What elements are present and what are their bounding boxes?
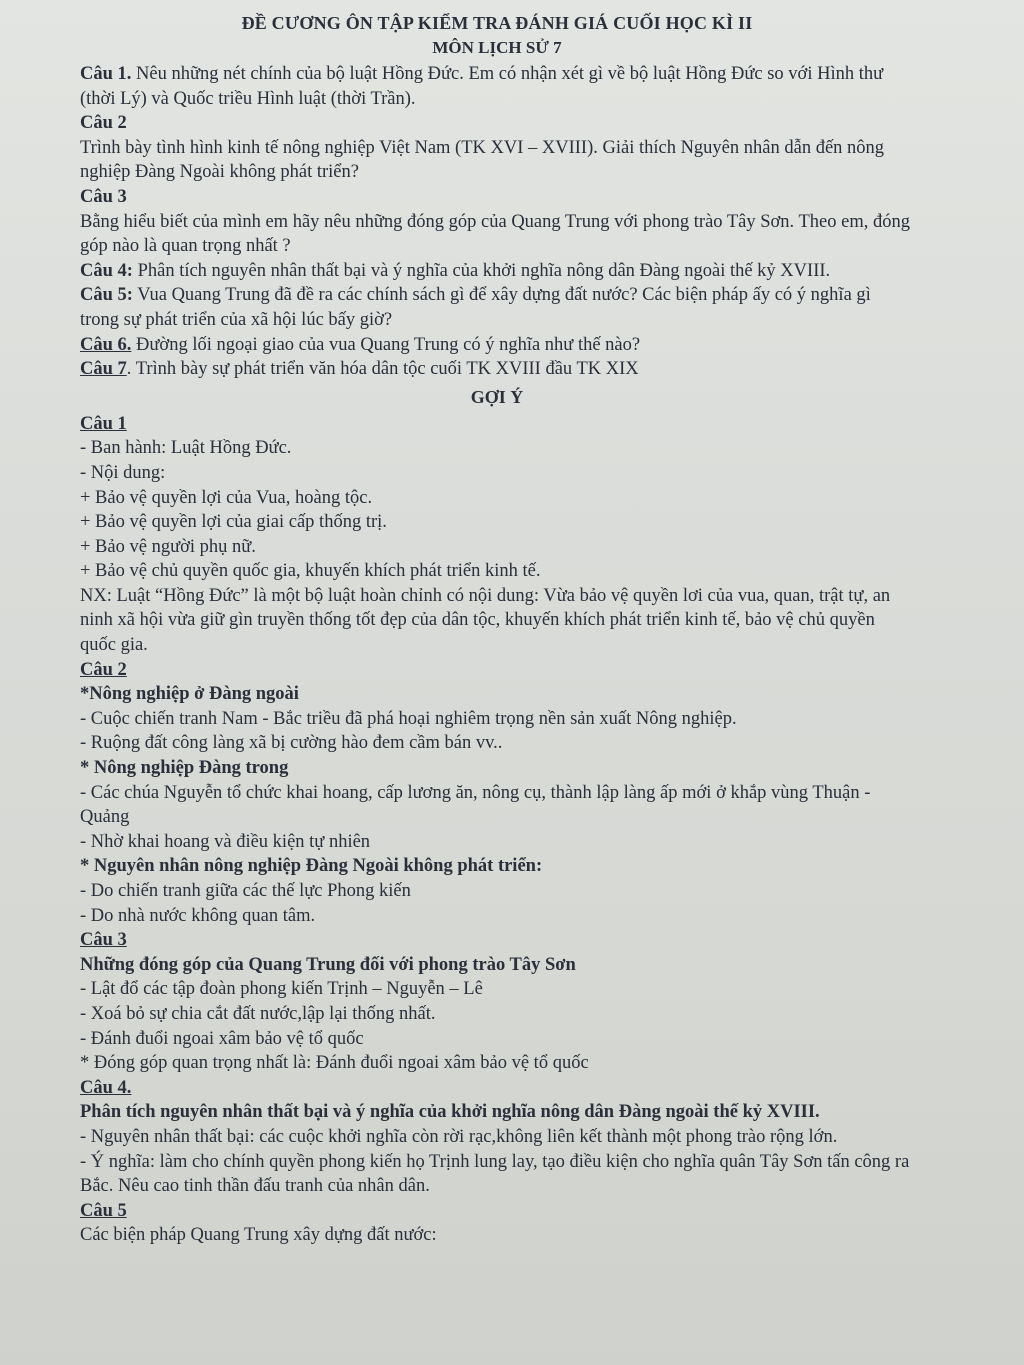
question-2-label: Câu 2 — [80, 113, 127, 134]
question-1-text: Nêu những nét chính của bộ luật Hồng Đức. Em có nhận xét gì về bộ luật Hồng Đức so với Hình thư (thời Lý) và Quốc triều Hình luật (thời Trần). — [80, 64, 884, 109]
hint-3-line: - Lật đổ các tập đoàn phong kiến Trịnh – Nguyễn – Lê — [80, 979, 483, 1000]
question-4-text: Phân tích nguyên nhân thất bại và ý nghĩa của khởi nghĩa nông dân Đàng ngoài thế kỷ XVIII. — [132, 260, 831, 281]
question-3-label: Câu 3 — [80, 186, 127, 207]
document-title: ĐỀ CƯƠNG ÔN TẬP KIỂM TRA ĐÁNH GIÁ CUỐI HỌC KÌ II — [241, 13, 753, 33]
question-6 — [80, 333, 914, 358]
hint-2-line: - Nhờ khai hoang và điều kiện tự nhiên — [80, 831, 371, 852]
hint-2-line: - Do nhà nước không quan tâm. — [80, 905, 316, 926]
hint-4-line: - Nguyên nhân thất bại: các cuộc khởi nghĩa còn rời rạc,không liên kết thành một phong trào rộng lớn. — [80, 1126, 838, 1147]
hint-2-label: Câu 2 — [80, 659, 127, 680]
hint-2-line: - Các chúa Nguyễn tổ chức khai hoang, cấp lương ăn, nông cụ, thành lập làng ấp mới ở khắp vùng Thuận - Quảng — [80, 782, 871, 828]
document-subtitle: MÔN LỊCH SỬ 7 — [432, 38, 562, 57]
hint-3-label: Câu 3 — [80, 930, 127, 951]
hint-1-line: + Bảo vệ người phụ nữ. — [80, 536, 256, 557]
question-1 — [80, 62, 914, 111]
question-3-text: Bằng hiểu biết của mình em hãy nêu những đóng góp của Quang Trung với phong trào Tây Sơn. Theo em, đóng góp nào là quan trọng nhất ? — [80, 211, 910, 257]
hint-3-line: - Đánh đuổi ngoai xâm bảo vệ tổ quốc — [80, 1028, 364, 1049]
hint-5-line: Các biện pháp Quang Trung xây dựng đất nước: — [80, 1225, 437, 1246]
hint-3-line: * Đóng góp quan trọng nhất là: Đánh đuổi ngoai xâm bảo vệ tổ quốc — [80, 1053, 589, 1074]
question-7-label: Câu 7 — [80, 359, 127, 380]
hint-3-heading: Những đóng góp của Quang Trung đối với phong trào Tây Sơn — [80, 954, 576, 975]
hint-1-line: + Bảo vệ chủ quyền quốc gia, khuyến khích phát triển kinh tế. — [80, 561, 541, 582]
question-6-text: Đường lối ngoại giao của vua Quang Trung có ý nghĩa như thế nào? — [131, 334, 641, 355]
hint-1-line: + Bảo vệ quyền lợi của giai cấp thống trị. — [80, 512, 387, 533]
question-1-label: Câu 1. — [80, 64, 132, 84]
question-7 — [80, 357, 914, 382]
hints-title: GỢI Ý — [470, 386, 524, 407]
hint-2-heading: * Nguyên nhân nông nghiệp Đàng Ngoài không phát triển: — [80, 856, 543, 877]
hint-1-line: - Ban hành: Luật Hồng Đức. — [80, 438, 292, 459]
hint-1-line: - Nội dung: — [80, 462, 166, 483]
hint-1-line: + Bảo vệ quyền lợi của Vua, hoàng tộc. — [80, 487, 373, 508]
hint-2-line: - Cuộc chiến tranh Nam - Bắc triều đã phá hoại nghiêm trọng nền sản xuất Nông nghiệp. — [80, 708, 737, 729]
question-4 — [80, 259, 914, 284]
hint-2-line: - Ruộng đất công làng xã bị cường hào đem cầm bán vv.. — [80, 733, 503, 754]
hint-2-heading: * Nông nghiệp Đàng trong — [80, 758, 289, 779]
question-5-label: Câu 5: — [80, 285, 133, 306]
question-5 — [80, 283, 914, 332]
question-4-label: Câu 4: — [80, 260, 133, 281]
hint-1-label: Câu 1 — [80, 413, 127, 434]
question-2-text: Trình bày tình hình kinh tế nông nghiệp Việt Nam (TK XVI – XVIII). Giải thích Nguyên nhân dẫn đến nông nghiệp Đàng Ngoài không phát triển? — [80, 137, 885, 183]
question-6-label: Câu 6. — [80, 334, 132, 355]
hint-1-remark: NX: Luật “Hồng Đức” là một bộ luật hoàn chỉnh có nội dung: Vừa bảo vệ quyền lơi của vua, quan, trật tự, an ninh xã hội vừa giữ gìn truyền thống tốt đẹp của dân tộc, khuyến khích phát triển kinh tế, bảo vệ chủ quyền quốc gia. — [80, 585, 891, 656]
hint-2-heading: *Nông nghiệp ở Đàng ngoài — [80, 684, 299, 705]
hint-2-line: - Do chiến tranh giữa các thế lực Phong kiến — [80, 881, 411, 901]
hint-4-heading: Phân tích nguyên nhân thất bại và ý nghĩa của khởi nghĩa nông dân Đàng ngoài thế kỷ XVIII. — [80, 1102, 820, 1123]
hint-5-label: Câu 5 — [80, 1200, 127, 1221]
hint-3-line: - Xoá bỏ sự chia cắt đất nước,lập lại thống nhất. — [80, 1003, 436, 1024]
hint-4-label: Câu 4. — [80, 1077, 132, 1098]
hint-4-line: - Ý nghĩa: làm cho chính quyền phong kiến họ Trịnh lung lay, tạo điều kiện cho nghĩa quân Tây Sơn tấn công ra Bắc. Nêu cao tinh thần đấu tranh của nhân dân. — [80, 1151, 910, 1197]
question-7-text: . Trình bày sự phát triển văn hóa dân tộc cuối TK XVIII đầu TK XIX — [126, 359, 639, 380]
question-5-text: Vua Quang Trung đã đề ra các chính sách gì để xây dựng đất nước? Các biện pháp ấy có ý nghĩa gì trong sự phát triển của xã hội lúc bấy giờ? — [80, 285, 871, 330]
